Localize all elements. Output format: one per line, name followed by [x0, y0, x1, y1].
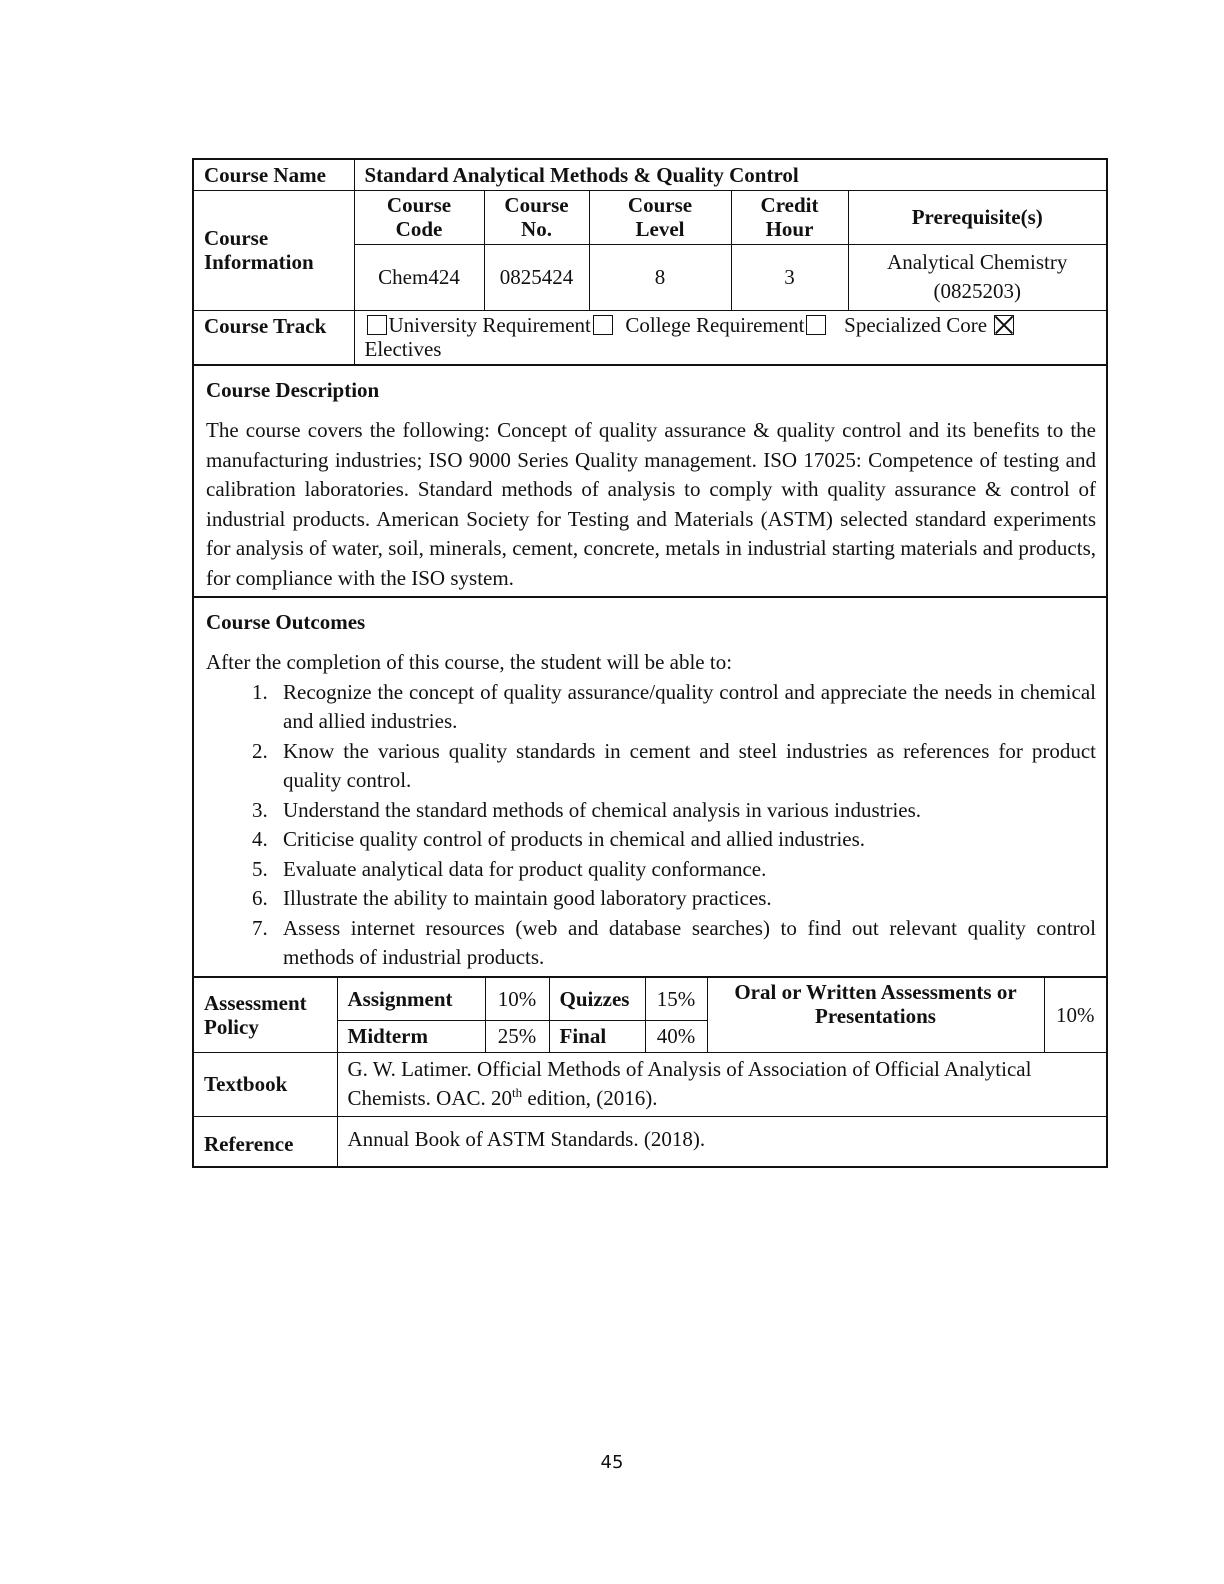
course-outcomes-section	[192, 596, 1108, 976]
course-info-label-line1: Course	[204, 226, 269, 250]
college-requirement-checkbox[interactable]	[593, 315, 613, 335]
outcome-item: 3. Understand the standard methods of chemical analysis in various industries.	[273, 796, 1096, 826]
course-name-value: Standard Analytical Methods & Quality Control	[354, 160, 1106, 190]
header-line: Course	[504, 193, 569, 217]
quizzes-label: Quizzes	[549, 978, 645, 1020]
credit-hour-value: 3	[731, 244, 848, 310]
header-line: Course	[386, 193, 452, 217]
electives-label: Electives	[364, 336, 442, 361]
outcome-item: 4. Criticise quality control of products in chemical and allied industries.	[273, 825, 1096, 855]
textbook-row	[194, 1052, 1106, 1116]
course-description-heading: Course Description	[206, 378, 380, 402]
course-track-options	[354, 310, 1106, 364]
outcome-item: 2. Know the various quality standards in cement and steel industries as references for product quality control.	[273, 737, 1096, 796]
textbook-superscript: th	[512, 1085, 523, 1100]
course-description-text: The course covers the following: Concept of quality assurance & quality control and its benefits to the manufacturing industries; ISO 9000 Series Quality management. ISO 17025: Competence of testing and calibration laboratories. Standard methods of analysis to comply with quality assurance & control of industrial products. American Society for Testing and Materials (ASTM) selected standard experiments for analysis of water, soil, minerals, cement, concrete, metals in industrial starting materials and products, for compliance with the ISO system.	[206, 418, 1096, 590]
assessment-row-1	[194, 978, 1106, 1020]
course-outcomes-heading: Course Outcomes	[206, 610, 366, 634]
assessment-policy-label	[194, 978, 337, 1052]
assignment-label: Assignment	[337, 978, 485, 1020]
header-line: Hour	[765, 217, 814, 241]
course-description-section	[192, 364, 1108, 596]
header-line: Credit	[760, 193, 819, 217]
course-outcomes-list	[206, 678, 1096, 973]
quizzes-percent: 15%	[645, 978, 707, 1020]
course-track-label: Course Track	[194, 310, 354, 364]
textbook-line2	[348, 1084, 1097, 1113]
course-outcomes-intro: After the completion of this course, the student will be able to:	[206, 650, 733, 674]
assessment-block	[192, 976, 1108, 1168]
prerequisite-header: Prerequisite(s)	[848, 190, 1106, 244]
outcome-item: 5. Evaluate analytical data for product quality conformance.	[273, 855, 1096, 885]
course-no-header	[484, 190, 589, 244]
course-name-row	[194, 160, 1106, 190]
course-info-header-row	[194, 190, 1106, 244]
oral-label-line1: Oral or Written Assessments or	[734, 980, 1017, 1004]
outcome-item: 6. Illustrate the ability to maintain good laboratory practices.	[273, 884, 1096, 914]
specialized-core-label: Specialized Core	[844, 312, 988, 337]
university-requirement-checkbox[interactable]	[367, 315, 387, 335]
course-level-value: 8	[589, 244, 731, 310]
course-no-value: 0825424	[484, 244, 589, 310]
course-header-block	[192, 158, 1108, 364]
prerequisite-line1: Analytical Chemistry	[887, 250, 1068, 274]
reference-label: Reference	[194, 1116, 337, 1166]
final-percent: 40%	[645, 1020, 707, 1052]
midterm-percent: 25%	[485, 1020, 549, 1052]
midterm-label: Midterm	[337, 1020, 485, 1052]
textbook-line1: G. W. Latimer. Official Methods of Analysis of Association of Official Analytical	[347, 1057, 1032, 1081]
header-line: Code	[395, 217, 443, 241]
course-track-row	[194, 310, 1106, 364]
course-level-header	[589, 190, 731, 244]
assignment-percent: 10%	[485, 978, 549, 1020]
textbook-value	[337, 1052, 1106, 1116]
university-requirement-label: University Requirement	[388, 312, 591, 337]
header-line: Level	[635, 217, 685, 241]
page-number: 45	[600, 1452, 624, 1473]
course-spec-table	[192, 158, 1108, 1168]
final-label: Final	[549, 1020, 645, 1052]
textbook-line2-start: Chemists. OAC. 20	[347, 1086, 513, 1110]
header-line: No.	[521, 217, 552, 241]
college-requirement-label: College Requirement	[625, 312, 805, 337]
oral-written-label	[707, 978, 1044, 1052]
outcome-item: 7. Assess internet resources (web and database searches) to find out relevant quality control methods of industrial products.	[273, 914, 1096, 973]
course-code-value: Chem424	[354, 244, 484, 310]
course-info-label	[194, 190, 354, 310]
course-name-label: Course Name	[194, 160, 354, 190]
oral-label-line2: Presentations	[815, 1004, 936, 1028]
credit-hour-header	[731, 190, 848, 244]
electives-checkbox-checked[interactable]	[994, 315, 1014, 335]
textbook-line2-end: edition, (2016).	[522, 1086, 658, 1110]
outcome-item: 1. Recognize the concept of quality assurance/quality control and appreciate the needs in chemical and allied industries.	[273, 678, 1096, 737]
course-info-label-line2: Information	[204, 250, 314, 274]
assessment-label-line2: Policy	[204, 1014, 259, 1039]
reference-row	[194, 1116, 1106, 1166]
specialized-core-checkbox[interactable]	[806, 315, 826, 335]
oral-written-percent: 10%	[1044, 978, 1106, 1052]
textbook-label: Textbook	[194, 1052, 337, 1116]
prerequisite-line2: (0825203)	[933, 279, 1021, 303]
prerequisite-value	[848, 244, 1106, 310]
course-code-header	[354, 190, 484, 244]
reference-value: Annual Book of ASTM Standards. (2018).	[337, 1116, 1106, 1166]
header-line: Course	[627, 193, 693, 217]
assessment-label-line1: Assessment	[204, 990, 307, 1015]
